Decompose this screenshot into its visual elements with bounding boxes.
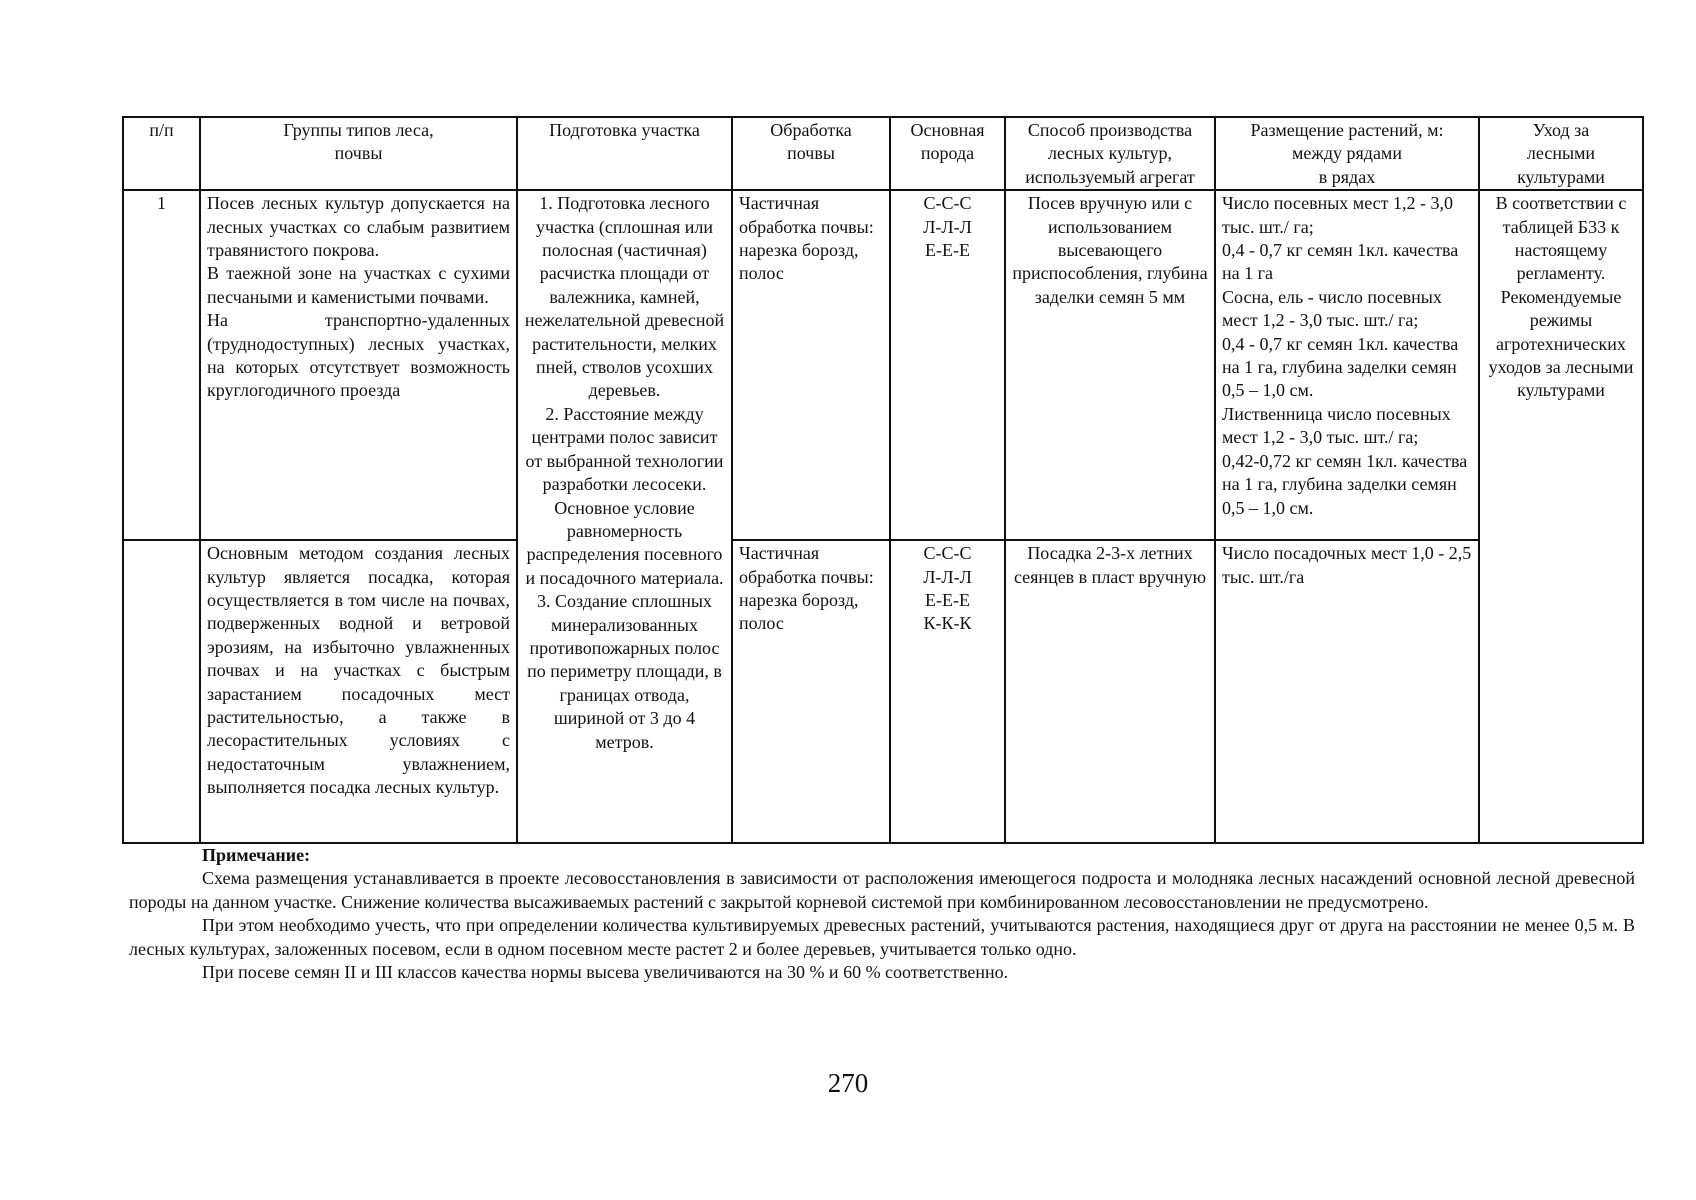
notes-section: [129, 844, 1635, 984]
notes-paragraph-1: Схема размещения устанавливается в проекте лесовосстановления в зависимости от расположения имеющегося подроста и молодняка лесных насаждений основной лесной древесной породы на данном участке. Снижение количества высаживаемых растений с закрытой корневой системой при комбинированном лесовосстановлении не предусмотрено.: [129, 868, 1635, 912]
header-placement: Размещение растений, м: между рядами в рядах: [1215, 117, 1479, 190]
header-care: Уход за лесными культурами: [1479, 117, 1643, 190]
row1-soil-treatment: Частичная обработка почвы: нарезка борозд, полос: [732, 190, 890, 540]
header-main-species: Основная порода: [890, 117, 1005, 190]
row2-method: Посадка 2-3-х летних сеянцев в пласт вручную: [1005, 540, 1215, 843]
row-site-prep: 1. Подготовка лесного участка (сплошная или полосная (частичная) расчистка площади от валежника, камней, нежелательной древесной растительности, мелких пней, стволов усохших деревьев. 2. Расстояние между центрами полос зависит от выбранной технологии разработки лесосеки. Основное условие равномерность распределения посевного и посадочного материала. 3. Создание сплошных минерализованных противопожарных полос по периметру площади, в границах отвода, шириной от 3 до 4 метров.: [517, 190, 732, 843]
table-row: [123, 190, 1643, 540]
row2-num: [123, 540, 200, 843]
header-method: Способ производства лесных культур, используемый агрегат: [1005, 117, 1215, 190]
header-forest-groups: Группы типов леса, почвы: [200, 117, 517, 190]
row2-placement: Число посадочных мест 1,0 - 2,5 тыс. шт./га: [1215, 540, 1479, 843]
notes-paragraph-2: При этом необходимо учесть, что при определении количества культивируемых древесных растений, учитываются растения, находящиеся друг от друга на расстоянии не менее 0,5 м. В лесных культурах, заложенных посевом, если в одном посевном месте растет 2 и более деревьев, учитывается только одно.: [129, 915, 1635, 959]
row2-main-species: С-С-С Л-Л-Л Е-Е-Е К-К-К: [890, 540, 1005, 843]
notes-title: Примечание:: [202, 845, 311, 865]
forest-culture-table: [122, 116, 1644, 844]
table-row: [123, 540, 1643, 843]
header-soil-treatment: Обработка почвы: [732, 117, 890, 190]
notes-paragraph-3: При посеве семян II и III классов качества нормы высева увеличиваются на 30 % и 60 % соответственно.: [202, 962, 1009, 983]
row2-soil-treatment: Частичная обработка почвы: нарезка борозд, полос: [732, 540, 890, 843]
header-row: [123, 117, 1643, 190]
header-site-prep: Подготовка участка: [517, 117, 732, 190]
row1-forest-groups: Посев лесных культур допускается на лесных участках со слабым развитием травянистого покрова. В таежной зоне на участках с сухими песчаными и каменистыми почвами. На транспортно-удаленных (труднодоступных) лесных участках, на которых отсутствует возможность круглогодичного проезда: [200, 190, 517, 540]
row1-main-species: С-С-С Л-Л-Л Е-Е-Е: [890, 190, 1005, 540]
row-care: В соответствии с таблицей Б33 к настоящему регламенту. Рекомендуемые режимы агротехнических уходов за лесными культурами: [1479, 190, 1643, 843]
row1-num: 1: [123, 190, 200, 540]
header-num: п/п: [123, 117, 200, 190]
page-number: 270: [827, 1068, 869, 1098]
row1-method: Посев вручную или с использованием высевающего приспособления, глубина заделки семян 5 мм: [1005, 190, 1215, 540]
row1-placement: Число посевных мест 1,2 - 3,0 тыс. шт./ га; 0,4 - 0,7 кг семян 1кл. качества на 1 га Сосна, ель - число посевных мест 1,2 - 3,0 тыс. шт./ га; 0,4 - 0,7 кг семян 1кл. качества на 1 га, глубина заделки семян 0,5 – 1,0 см. Лиственница число посевных мест 1,2 - 3,0 тыс. шт./ га; 0,42-0,72 кг семян 1кл. качества на 1 га, глубина заделки семян 0,5 – 1,0 см.: [1215, 190, 1479, 540]
row2-forest-groups: Основным методом создания лесных культур является посадка, которая осуществляется в том числе на почвах, подверженных водной и ветровой эрозиям, на избыточно увлажненных почвах и на участках с быстрым зарастанием посадочных мест растительностью, а также в лесорастительных условиях с недостаточным увлажнением, выполняется посадка лесных культур.: [200, 540, 517, 843]
